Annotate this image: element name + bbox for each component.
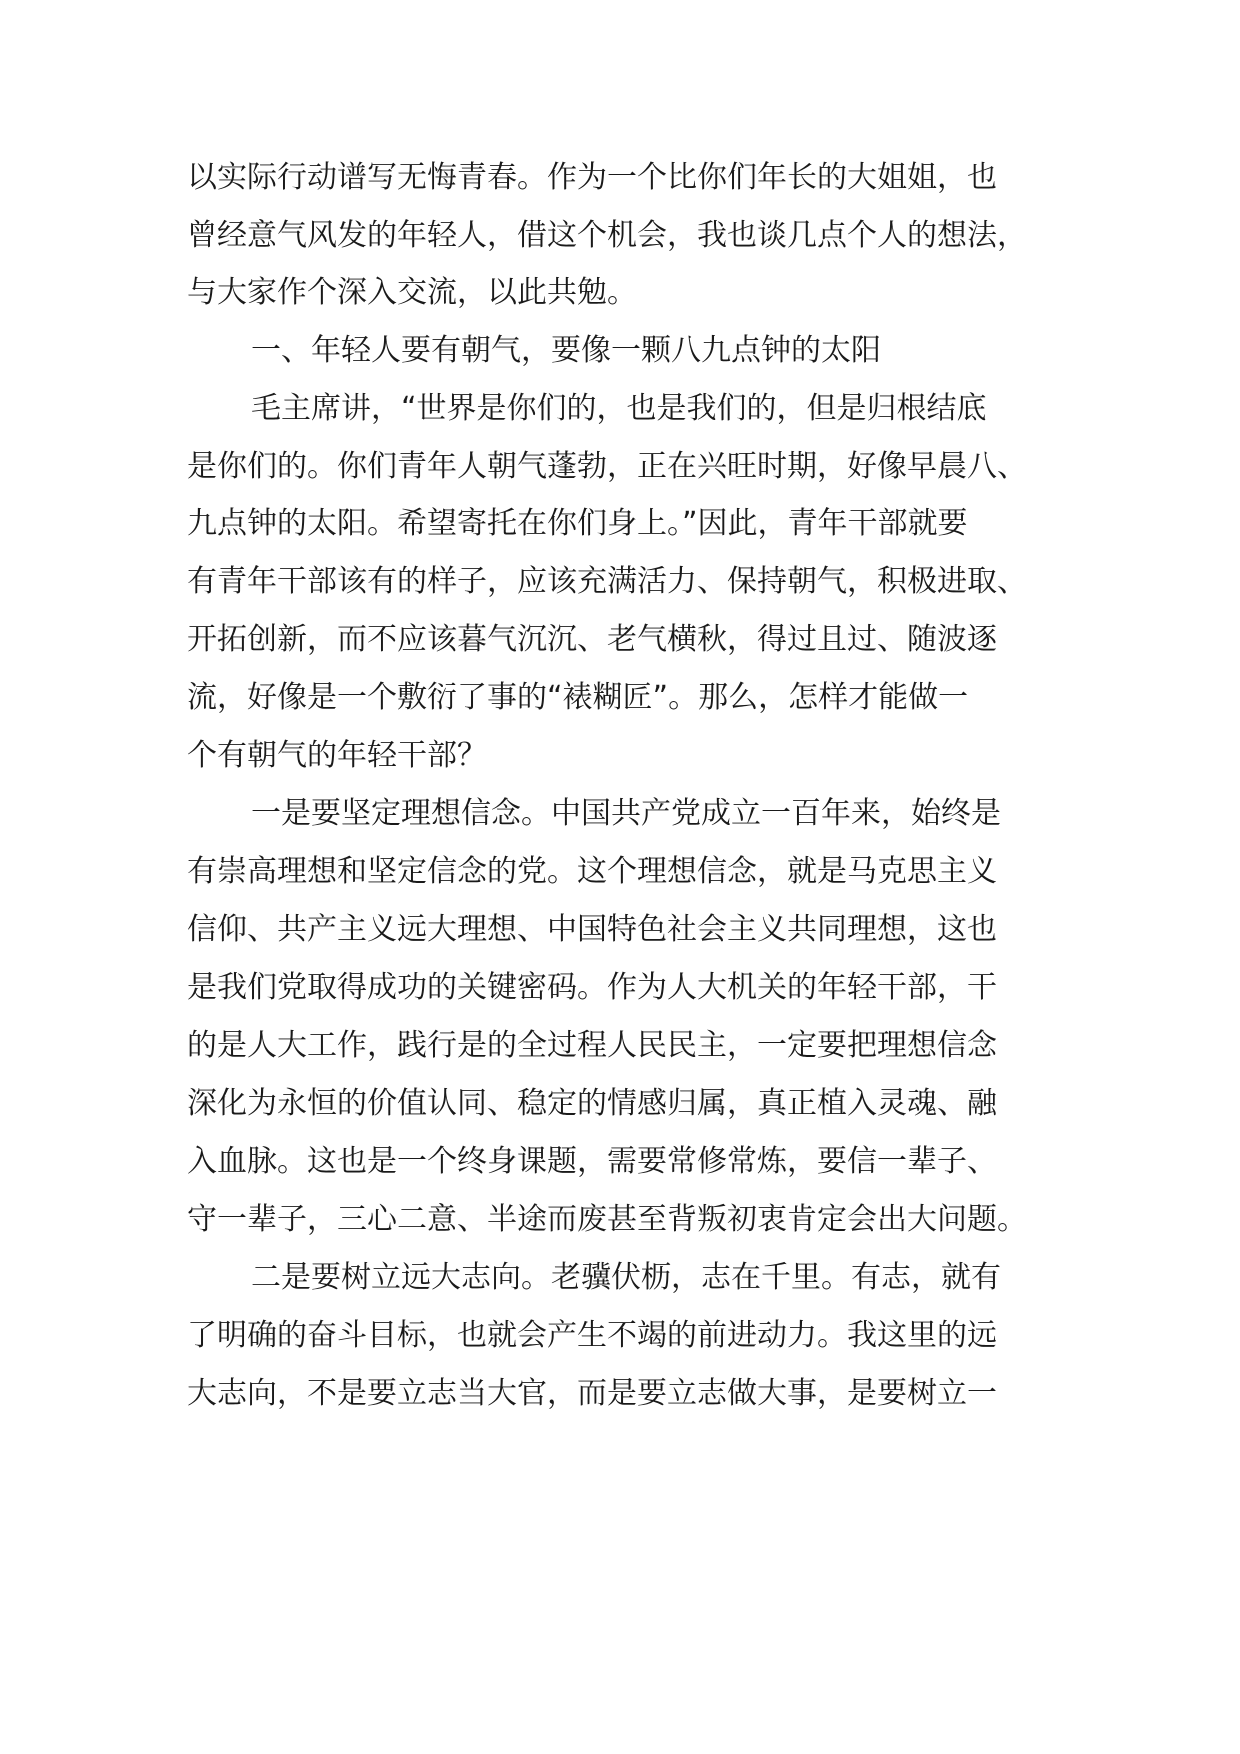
text-line: 开拓创新，而不应该暮气沉沉、老气横秋，得过且过、随波逐 xyxy=(187,622,997,657)
text-line: 信仰、共产主义远大理想、中国特色社会主义共同理想，这也 xyxy=(187,912,997,947)
text-line: 守一辈子，三心二意、半途而废甚至背叛初衷肯定会出大问题。 xyxy=(187,1202,1027,1237)
text-line: 有崇高理想和坚定信念的党。这个理想信念，就是马克思主义 xyxy=(187,854,997,889)
text-line: 有青年干部该有的样子，应该充满活力、保持朝气，积极进取、 xyxy=(187,564,1027,599)
text-line: 了明确的奋斗目标，也就会产生不竭的前进动力。我这里的远 xyxy=(187,1318,997,1353)
text-line: 深化为永恒的价值认同、稳定的情感归属，真正植入灵魂、融 xyxy=(187,1086,997,1121)
text-line: 二是要树立远大志向。老骥伏枥，志在千里。有志，就有 xyxy=(251,1260,1001,1295)
text-line: 曾经意气风发的年轻人，借这个机会，我也谈几点个人的想法， xyxy=(187,218,1027,253)
text-line: 流，好像是一个敷衍了事的“裱糊匠”。那么，怎样才能做一 xyxy=(187,680,969,715)
text-line: 入血脉。这也是一个终身课题，需要常修常炼，要信一辈子、 xyxy=(187,1144,997,1179)
section-heading: 一、年轻人要有朝气，要像一颗八九点钟的太阳 xyxy=(251,333,881,368)
text-line: 以实际行动谱写无悔青春。作为一个比你们年长的大姐姐，也 xyxy=(187,160,997,195)
text-line: 的是人大工作，践行是的全过程人民民主，一定要把理想信念 xyxy=(187,1028,997,1063)
text-line: 是我们党取得成功的关键密码。作为人大机关的年轻干部，干 xyxy=(187,970,997,1005)
text-line: 大志向，不是要立志当大官，而是要立志做大事，是要树立一 xyxy=(187,1376,997,1411)
text-line: 毛主席讲，“世界是你们的，也是我们的，但是归根结底 xyxy=(251,391,987,426)
text-line: 个有朝气的年轻干部？ xyxy=(187,738,487,773)
text-line: 是你们的。你们青年人朝气蓬勃，正在兴旺时期，好像早晨八、 xyxy=(187,449,1027,484)
text-line: 九点钟的太阳。希望寄托在你们身上。”因此，青年干部就要 xyxy=(187,506,968,541)
text-line: 与大家作个深入交流，以此共勉。 xyxy=(187,275,637,310)
text-line: 一是要坚定理想信念。中国共产党成立一百年来，始终是 xyxy=(251,796,1001,831)
